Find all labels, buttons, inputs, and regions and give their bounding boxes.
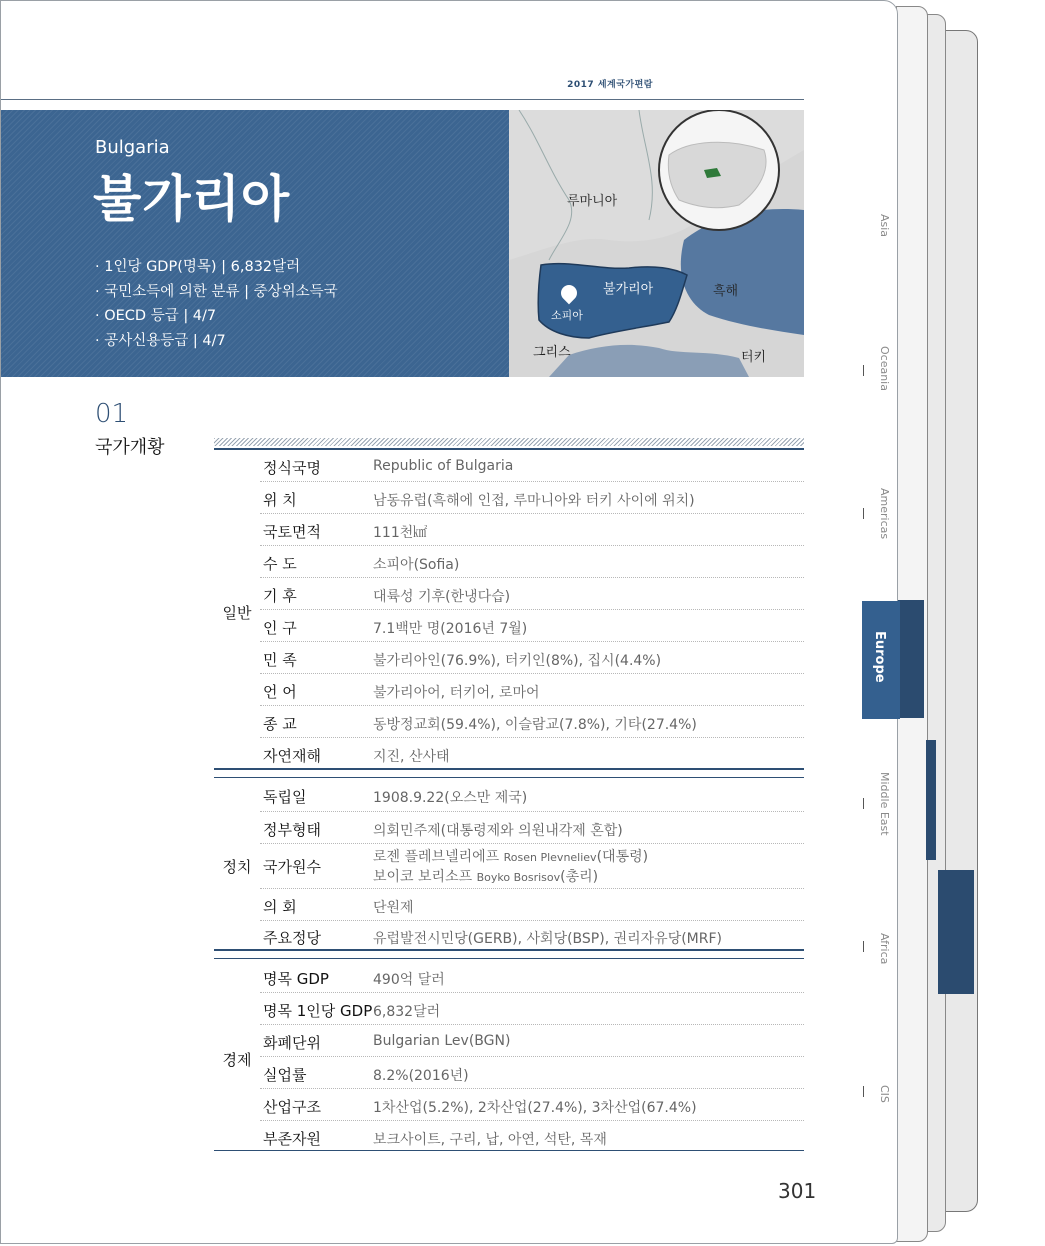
table-row bbox=[260, 578, 804, 610]
side-tab-americas[interactable]: Americas bbox=[878, 488, 891, 540]
row-value: 의회민주제(대통령제와 의원내각제 혼합) bbox=[373, 823, 623, 839]
section-title: 국가개황 bbox=[95, 437, 165, 458]
pm-role: (총리) bbox=[560, 869, 599, 885]
edge-tab-mark bbox=[898, 600, 924, 718]
head-of-state-name: 로젠 플레브넬리에프 bbox=[373, 849, 500, 865]
row-label: 실업률 bbox=[263, 1066, 307, 1084]
location-map bbox=[509, 110, 804, 377]
row-label: 산업구조 bbox=[263, 1098, 321, 1116]
side-tab-europe-label: Europe bbox=[872, 631, 887, 683]
row-value: 대륙성 기후(한냉다습) bbox=[373, 589, 511, 605]
head-of-state-en: Rosen Plevneliev bbox=[503, 851, 597, 864]
side-tab-middle-east[interactable]: Middle East bbox=[878, 772, 891, 836]
map-label-greece: 그리스 bbox=[533, 345, 571, 360]
table-row bbox=[260, 514, 804, 546]
row-value bbox=[373, 846, 648, 866]
row-value: 동방정교회(59.4%), 이슬람교(7.8%), 기타(27.4%) bbox=[373, 717, 697, 733]
row-label: 명목 GDP bbox=[263, 970, 329, 988]
row-value bbox=[373, 866, 598, 886]
table-row bbox=[260, 921, 804, 950]
row-label: 의 회 bbox=[263, 898, 297, 916]
running-title: 2017 세계국가편람 bbox=[567, 80, 653, 90]
section-number: 01 bbox=[95, 399, 129, 429]
table-row bbox=[260, 1121, 804, 1152]
row-label: 기 후 bbox=[263, 587, 297, 605]
side-tab-europe[interactable] bbox=[862, 601, 900, 719]
row-label: 부존자원 bbox=[263, 1130, 321, 1148]
header-rule bbox=[1, 99, 804, 100]
row-value: 490억 달러 bbox=[373, 972, 445, 988]
row-value: 지진, 산사태 bbox=[373, 749, 450, 765]
head-of-state-role: (대통령) bbox=[596, 849, 649, 865]
fact-item: · 공사신용등급 | 4/7 bbox=[95, 332, 226, 349]
table-row bbox=[260, 546, 804, 578]
side-tab-asia[interactable]: Asia bbox=[878, 214, 891, 238]
table-row bbox=[260, 738, 804, 769]
pm-name: 보이코 보리소프 bbox=[373, 869, 473, 885]
side-tab-africa[interactable]: Africa bbox=[878, 933, 891, 965]
row-label: 자연재해 bbox=[263, 747, 321, 765]
row-value: 6,832달러 bbox=[373, 1004, 441, 1020]
table-row bbox=[260, 482, 804, 514]
side-tab-oceania[interactable]: Oceania bbox=[878, 345, 891, 391]
fact-item: · 국민소득에 의한 분류 | 중상위소득국 bbox=[95, 283, 338, 300]
group-divider bbox=[214, 1150, 804, 1151]
table-row bbox=[260, 642, 804, 674]
group-category: 정치 bbox=[222, 858, 252, 876]
row-label: 명목 1인당 GDP bbox=[263, 1002, 373, 1020]
row-label: 화폐단위 bbox=[263, 1034, 321, 1052]
map-label-romania: 루마니아 bbox=[567, 194, 618, 209]
row-value: 불가리아어, 터키어, 로마어 bbox=[373, 685, 540, 701]
row-label: 주요정당 bbox=[263, 929, 321, 947]
country-korean-name: 불가리아 bbox=[93, 170, 291, 228]
table-row bbox=[260, 812, 804, 844]
table-row bbox=[260, 889, 804, 921]
map-label-bulgaria: 불가리아 bbox=[603, 282, 654, 297]
table-row bbox=[260, 993, 804, 1025]
table-row bbox=[260, 1089, 804, 1121]
country-english-name: Bulgaria bbox=[95, 137, 170, 158]
row-label: 국토면적 bbox=[263, 523, 321, 541]
row-value: 111천㎢ bbox=[373, 525, 428, 541]
map-label-sofia: 소피아 bbox=[551, 309, 583, 322]
key-facts bbox=[95, 255, 338, 353]
row-label: 수 도 bbox=[263, 555, 297, 573]
table-row bbox=[260, 610, 804, 642]
row-value: 불가리아인(76.9%), 터키인(8%), 집시(4.4%) bbox=[373, 653, 662, 669]
edge-tab-mark bbox=[926, 740, 936, 860]
row-value: 남동유럽(흑해에 인접, 루마니아와 터키 사이에 위치) bbox=[373, 493, 695, 509]
row-value: 유럽발전시민당(GERB), 사회당(BSP), 권리자유당(MRF) bbox=[373, 931, 723, 947]
table-row bbox=[260, 1025, 804, 1057]
row-label: 위 치 bbox=[263, 491, 297, 509]
row-value: 소피아(Sofia) bbox=[373, 557, 460, 573]
info-group-politics bbox=[214, 768, 804, 950]
group-category: 일반 bbox=[222, 604, 252, 622]
fact-item: · 1인당 GDP(명목) | 6,832달러 bbox=[95, 259, 301, 275]
row-value: 7.1백만 명(2016년 7월) bbox=[373, 621, 528, 637]
table-row bbox=[260, 706, 804, 738]
pm-en: Boyko Bosrisov bbox=[476, 871, 561, 884]
table-row bbox=[260, 844, 804, 889]
info-group-general bbox=[214, 448, 804, 770]
row-value: 8.2%(2016년) bbox=[373, 1068, 469, 1084]
edge-tab-mark bbox=[938, 870, 974, 994]
table-row bbox=[260, 778, 804, 812]
row-label: 정부형태 bbox=[263, 821, 321, 839]
row-label: 국가원수 bbox=[263, 858, 321, 876]
row-label: 독립일 bbox=[263, 788, 307, 806]
info-group-economy bbox=[214, 949, 804, 1151]
row-label: 민 족 bbox=[263, 651, 297, 669]
row-value: Bulgarian Lev(BGN) bbox=[373, 1033, 511, 1049]
page-number: 301 bbox=[778, 1179, 817, 1203]
section-hatch-rule bbox=[214, 438, 804, 446]
row-label: 인 구 bbox=[263, 619, 297, 637]
table-row bbox=[260, 450, 804, 482]
row-value: 1차산업(5.2%), 2차산업(27.4%), 3차산업(67.4%) bbox=[373, 1100, 697, 1116]
side-tab-cis[interactable]: CIS bbox=[878, 1085, 891, 1103]
table-row bbox=[260, 674, 804, 706]
row-label: 언 어 bbox=[263, 683, 297, 701]
row-label: 정식국명 bbox=[263, 459, 321, 477]
group-category: 경제 bbox=[222, 1051, 252, 1069]
row-value: 보크사이트, 구리, 납, 아연, 석탄, 목재 bbox=[373, 1132, 607, 1148]
map-label-turkey: 터키 bbox=[741, 350, 767, 365]
fact-item: · OECD 등급 | 4/7 bbox=[95, 308, 217, 324]
row-label: 종 교 bbox=[263, 715, 297, 733]
map-graphic bbox=[509, 110, 804, 377]
table-row bbox=[260, 961, 804, 993]
row-value: 단원제 bbox=[373, 900, 414, 916]
map-label-black-sea: 흑해 bbox=[713, 284, 739, 299]
row-value: 1908.9.22(오스만 제국) bbox=[373, 790, 528, 806]
row-value: Republic of Bulgaria bbox=[373, 458, 514, 474]
table-row bbox=[260, 1057, 804, 1089]
